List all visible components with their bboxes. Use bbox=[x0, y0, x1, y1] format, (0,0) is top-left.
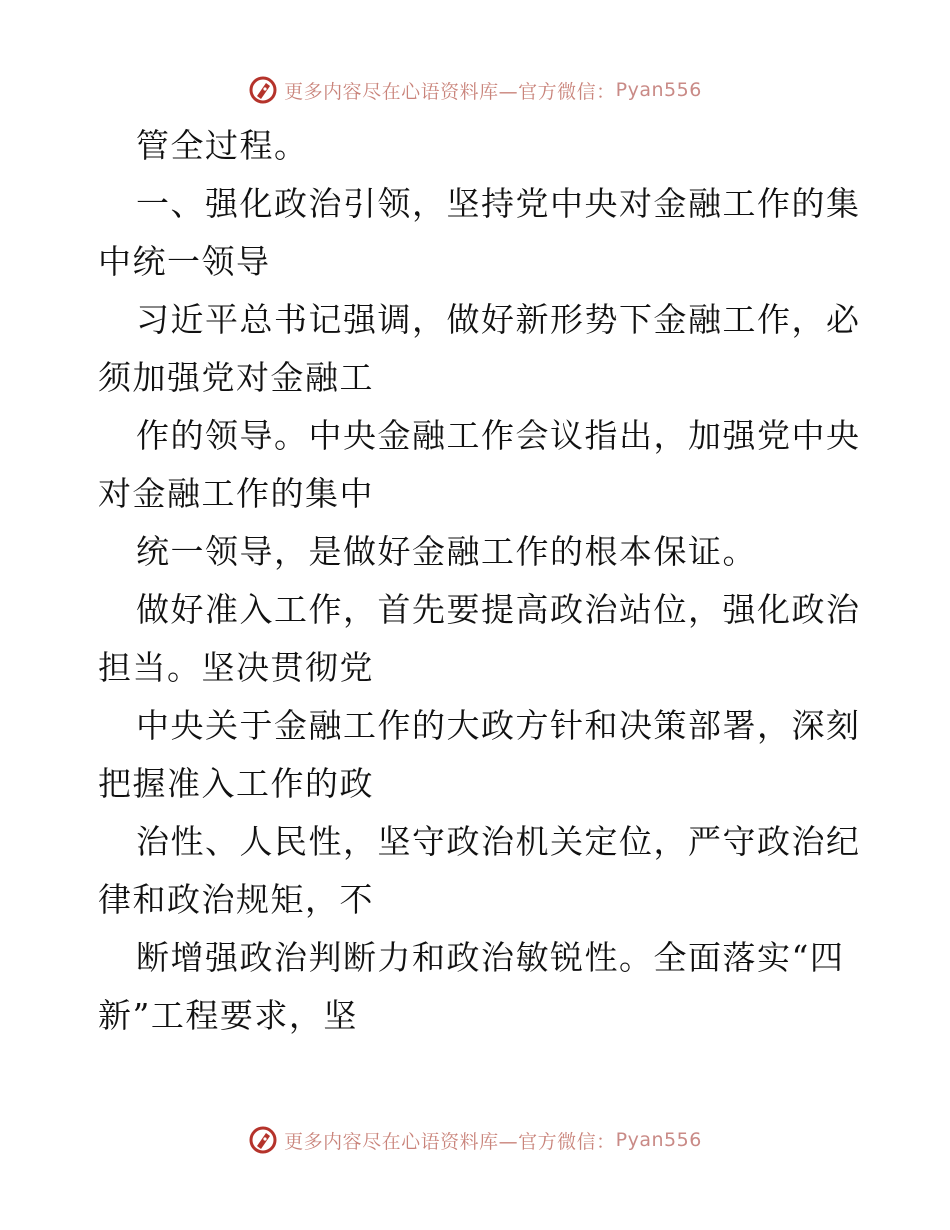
text-line: 中央关于金融工作的大政方针和决策部署，深刻 bbox=[136, 706, 861, 745]
text-line: 做好准入工作，首先要提高政治站位，强化政治 bbox=[136, 590, 861, 629]
text-line: 律和政治规矩，不 bbox=[98, 880, 374, 919]
watermark-text: 更多内容尽在心语资料库—官方微信： bbox=[284, 80, 616, 103]
footer-watermark bbox=[0, 1120, 950, 1160]
document-body bbox=[98, 117, 861, 1045]
text-line: 须加强党对金融工 bbox=[98, 358, 374, 397]
text-line: 把握准入工作的政 bbox=[98, 764, 374, 803]
text-line: 治性、人民性，坚守政治机关定位，严守政治纪 bbox=[136, 822, 861, 861]
header-watermark bbox=[0, 70, 950, 110]
text-line: 新”工程要求，坚 bbox=[98, 996, 358, 1035]
text-line: 作的领导。中央金融工作会议指出，加强党中央 bbox=[136, 416, 861, 455]
text-line: 习近平总书记强调，做好新形势下金融工作，必 bbox=[136, 300, 861, 339]
watermark-handle: Pyan556 bbox=[615, 1129, 702, 1151]
watermark-text: 更多内容尽在心语资料库—官方微信： bbox=[284, 1130, 616, 1153]
text-line: 担当。坚决贯彻党 bbox=[98, 648, 374, 687]
text-line: 对金融工作的集中 bbox=[98, 474, 374, 513]
text-line: 一、强化政治引领，坚持党中央对金融工作的集 bbox=[136, 184, 861, 223]
text-line: 统一领导，是做好金融工作的根本保证。 bbox=[136, 532, 757, 571]
text-line: 中统一领导 bbox=[98, 242, 271, 281]
text-line: 断增强政治判断力和政治敏锐性。全面落实“四 bbox=[136, 938, 845, 977]
pen-nib-circle-icon bbox=[248, 75, 278, 105]
text-line: 管全过程。 bbox=[136, 126, 309, 165]
pen-nib-circle-icon bbox=[248, 1125, 278, 1155]
watermark-handle: Pyan556 bbox=[615, 79, 702, 101]
